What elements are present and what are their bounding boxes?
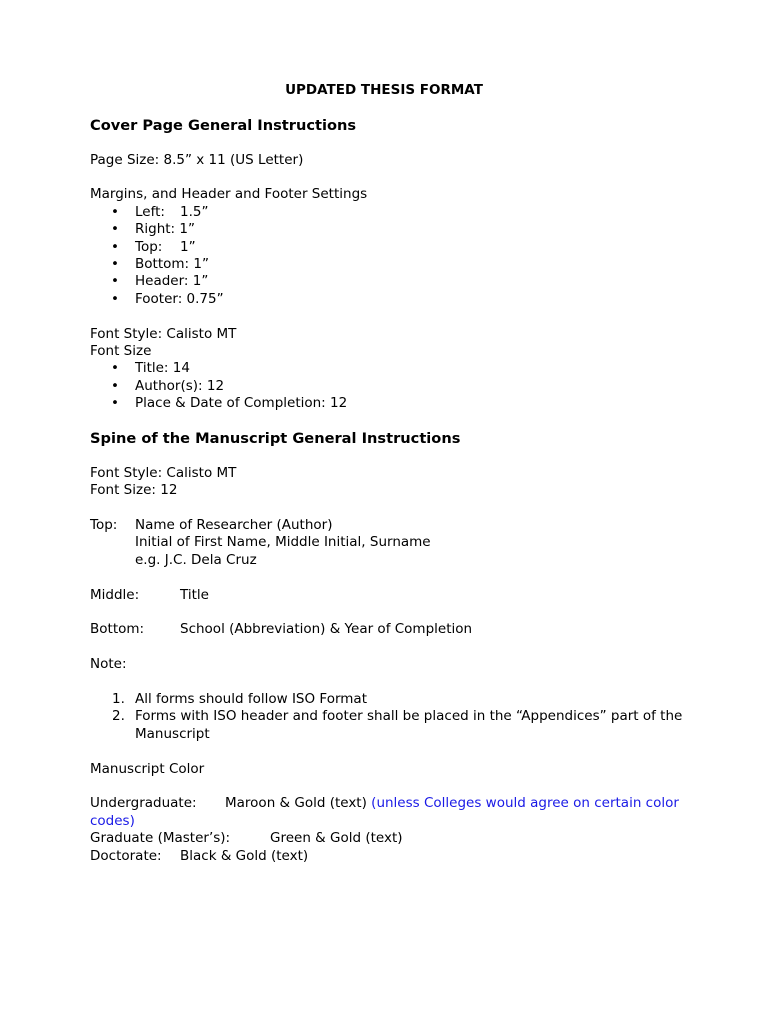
margins-list — [90, 204, 690, 308]
graduate-line — [90, 830, 690, 847]
doctorate-label: Doctorate: — [90, 847, 162, 864]
margin-footer-label: Footer: 0.75” — [135, 290, 224, 307]
note-text: All forms should follow ISO Format — [135, 691, 367, 708]
list-item — [90, 204, 690, 221]
graduate-value: Green & Gold (text) — [270, 830, 403, 847]
margin-left-label: Left: — [135, 203, 165, 220]
note-label: Note: — [90, 656, 127, 673]
note-list — [90, 691, 690, 743]
cover-font-size-heading: Font Size — [90, 343, 152, 360]
page-size-line: Page Size: 8.5” x 11 (US Letter) — [90, 151, 304, 168]
spine-bottom-label: Bottom: — [90, 621, 145, 638]
spine-middle-label: Middle: — [90, 586, 140, 603]
list-item: • Author(s): 12 — [90, 378, 690, 395]
spine-middle-value: Title — [180, 586, 209, 603]
undergrad-note: (unless Colleges would agree on certain color codes) — [90, 795, 679, 829]
margin-header-label: Header: 1” — [135, 273, 209, 290]
list-item — [90, 291, 690, 308]
document-body — [90, 82, 690, 865]
graduate-label: Graduate (Master’s): — [90, 830, 231, 847]
list-item — [90, 239, 690, 256]
margin-top-label: Top: — [135, 238, 163, 255]
spine-top-label: Top: — [90, 517, 118, 534]
spine-bottom-line — [90, 621, 690, 638]
undergrad-value: Maroon & Gold (text) — [225, 795, 367, 812]
margin-right-label: Right: 1” — [135, 221, 195, 238]
list-item: • Title: 14 — [90, 360, 690, 377]
color-heading: Manuscript Color — [90, 760, 205, 777]
note-text: Forms with ISO header and footer shall be placed in the “Appendices” part of the Manuscript — [135, 708, 683, 742]
margin-left-value: 1.5” — [180, 203, 209, 220]
cover-heading: Cover Page General Instructions — [90, 116, 357, 134]
note-number: 1. — [112, 691, 125, 708]
spine-bottom-value: School (Abbreviation) & Year of Completion — [180, 621, 473, 638]
doctorate-value: Black & Gold (text) — [180, 847, 309, 864]
document-title: UPDATED THESIS FORMAT — [285, 82, 483, 98]
list-item — [90, 256, 690, 273]
spine-top-line-2: Initial of First Name, Middle Initial, Surname — [135, 534, 431, 551]
undergrad-label: Undergraduate: — [90, 795, 197, 812]
list-item — [90, 708, 690, 743]
margin-bottom-label: Bottom: 1” — [135, 256, 209, 273]
spine-top-line — [90, 517, 690, 534]
spine-top-line-3: e.g. J.C. Dela Cruz — [135, 551, 257, 568]
margin-top-value: 1” — [180, 238, 196, 255]
undergrad-line — [90, 795, 690, 830]
margins-heading: Margins, and Header and Footer Settings — [90, 186, 368, 203]
list-item — [90, 221, 690, 238]
cover-font-style: Font Style: Calisto MT — [90, 325, 237, 342]
list-item — [90, 273, 690, 290]
spine-font-size: Font Size: 12 — [90, 482, 178, 499]
spine-middle-line — [90, 587, 690, 604]
list-item — [90, 691, 690, 708]
spine-font-style: Font Style: Calisto MT — [90, 464, 237, 481]
spine-top-value: Name of Researcher (Author) — [135, 517, 333, 534]
doctorate-line — [90, 848, 690, 865]
note-number: 2. — [112, 708, 125, 725]
spine-heading: Spine of the Manuscript General Instructions — [90, 430, 461, 448]
font-size-list — [90, 360, 690, 412]
list-item: • Place & Date of Completion: 12 — [90, 395, 690, 412]
